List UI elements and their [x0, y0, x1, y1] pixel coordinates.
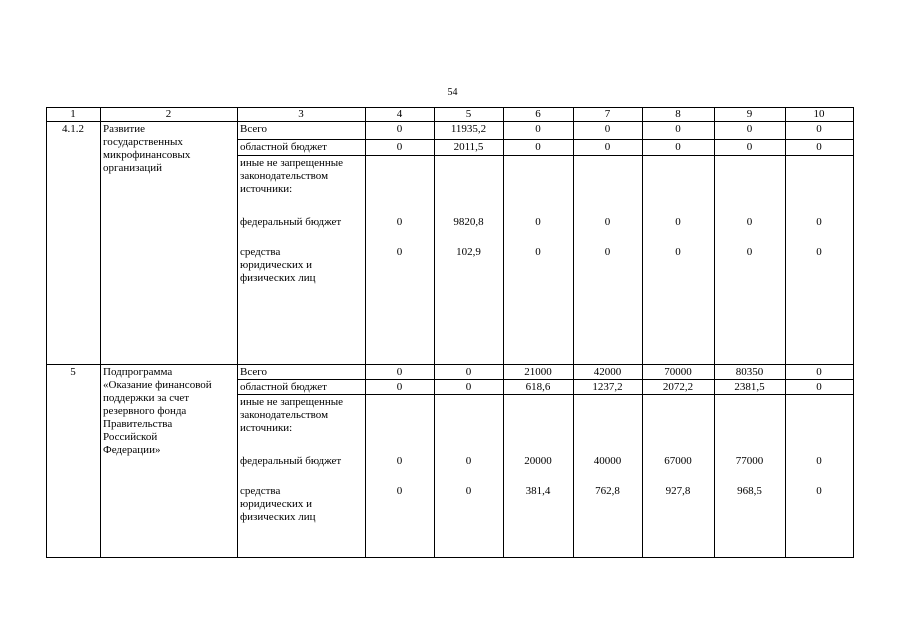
value-cell: 0 — [396, 455, 403, 467]
value-cell: 20000 — [524, 455, 552, 467]
page-number: 54 — [447, 87, 458, 98]
table-rule — [46, 364, 853, 365]
row-name-line: резервного фонда — [103, 405, 187, 417]
column-header: 4 — [396, 108, 403, 120]
value-cell: 0 — [816, 366, 822, 378]
row-name-line: государственных — [103, 136, 183, 148]
row-label-other: источники: — [240, 183, 293, 195]
value-cell: 67000 — [664, 455, 692, 467]
row-label-other: законодательством — [240, 170, 329, 182]
row-label-total: Всего — [240, 123, 267, 135]
column-header: 7 — [604, 108, 611, 120]
row-label-federal: федеральный бюджет — [240, 455, 342, 467]
value-cell: 80350 — [735, 366, 764, 378]
table-rule — [237, 379, 853, 380]
table-rule — [853, 107, 854, 558]
row-name-line: поддержки за счет — [103, 392, 190, 404]
value-cell: 0 — [396, 141, 403, 153]
column-header: 9 — [746, 108, 753, 120]
row-label-regional: областной бюджет — [240, 141, 327, 153]
value-cell: 40000 — [593, 455, 622, 467]
table-rule — [46, 107, 47, 558]
value-cell: 0 — [675, 246, 681, 258]
value-cell: 0 — [604, 123, 611, 135]
row-label-legal: средства — [240, 246, 281, 258]
row-label-regional: областной бюджет — [240, 381, 327, 393]
value-cell: 0 — [604, 216, 611, 228]
row-name-line: Российской — [103, 431, 158, 443]
value-cell: 9820,8 — [453, 216, 484, 228]
column-header: 1 — [70, 108, 76, 120]
value-cell: 0 — [746, 123, 753, 135]
value-cell: 0 — [396, 366, 403, 378]
row-code: 4.1.2 — [62, 123, 84, 135]
value-cell: 762,8 — [595, 485, 620, 497]
column-header: 10 — [813, 108, 825, 120]
value-cell: 0 — [746, 246, 753, 258]
table-rule — [503, 107, 504, 558]
row-label-total: Всего — [240, 366, 267, 378]
table-rule — [642, 107, 643, 558]
value-cell: 0 — [465, 455, 472, 467]
row-label-legal: физических лиц — [240, 272, 316, 284]
value-cell: 0 — [675, 141, 681, 153]
row-name-line: Развитие — [103, 123, 146, 135]
row-name-line: Правительства — [103, 418, 173, 430]
table-rule — [100, 107, 101, 558]
value-cell: 102,9 — [456, 246, 481, 258]
row-label-federal: федеральный бюджет — [240, 216, 342, 228]
value-cell: 0 — [746, 216, 753, 228]
row-label-other: источники: — [240, 422, 293, 434]
value-cell: 0 — [535, 141, 541, 153]
table-rule — [237, 394, 853, 395]
value-cell: 381,4 — [525, 485, 551, 497]
value-cell: 2381,5 — [734, 381, 765, 393]
table-rule — [237, 107, 238, 558]
value-cell: 0 — [465, 485, 472, 497]
row-label-other: иные не запрещенные — [240, 396, 344, 408]
value-cell: 2011,5 — [453, 141, 484, 153]
value-cell: 0 — [675, 216, 681, 228]
value-cell: 0 — [535, 216, 541, 228]
value-cell: 1237,2 — [592, 381, 623, 393]
value-cell: 0 — [604, 141, 611, 153]
table-rule — [714, 107, 715, 558]
table-rule — [785, 107, 786, 558]
value-cell: 0 — [465, 366, 472, 378]
row-label-legal: юридических и — [240, 498, 313, 510]
value-cell: 0 — [816, 216, 822, 228]
value-cell: 0 — [535, 246, 541, 258]
row-label-legal: юридических и — [240, 259, 313, 271]
table-rule — [237, 139, 853, 140]
value-cell: 0 — [396, 485, 403, 497]
value-cell: 11935,2 — [450, 123, 487, 135]
value-cell: 618,6 — [525, 381, 551, 393]
row-name-line: организаций — [103, 162, 163, 174]
column-header: 2 — [165, 108, 172, 120]
value-cell: 968,5 — [737, 485, 762, 497]
row-label-legal: средства — [240, 485, 281, 497]
table-rule — [46, 121, 853, 122]
value-cell: 77000 — [735, 455, 764, 467]
value-cell: 0 — [816, 246, 822, 258]
value-cell: 0 — [396, 381, 403, 393]
row-name-line: микрофинансовых — [103, 149, 191, 161]
value-cell: 0 — [816, 485, 822, 497]
table-rule — [573, 107, 574, 558]
value-cell: 0 — [816, 141, 822, 153]
row-code: 5 — [70, 366, 76, 378]
table-rule — [237, 155, 853, 156]
row-label-other: законодательством — [240, 409, 329, 421]
column-header: 8 — [675, 108, 681, 120]
value-cell: 0 — [465, 381, 472, 393]
value-cell: 2072,2 — [662, 381, 694, 393]
row-label-legal: физических лиц — [240, 511, 316, 523]
row-name-line: «Оказание финансовой — [103, 379, 212, 391]
value-cell: 0 — [535, 123, 541, 135]
table-rule — [365, 107, 366, 558]
value-cell: 0 — [675, 123, 681, 135]
value-cell: 0 — [396, 123, 403, 135]
column-header: 6 — [535, 108, 541, 120]
value-cell: 42000 — [593, 366, 622, 378]
value-cell: 70000 — [664, 366, 692, 378]
value-cell: 0 — [396, 216, 403, 228]
row-name-line: Подпрограмма — [103, 366, 173, 378]
column-header: 5 — [465, 108, 472, 120]
value-cell: 0 — [816, 381, 822, 393]
value-cell: 0 — [604, 246, 611, 258]
row-name-line: Федерации» — [103, 444, 161, 456]
row-label-other: иные не запрещенные — [240, 157, 344, 169]
value-cell: 0 — [396, 246, 403, 258]
value-cell: 927,8 — [665, 485, 691, 497]
value-cell: 0 — [746, 141, 753, 153]
value-cell: 0 — [816, 123, 822, 135]
value-cell: 21000 — [524, 366, 552, 378]
column-header: 3 — [298, 108, 304, 120]
value-cell: 0 — [816, 455, 822, 467]
table-rule — [434, 107, 435, 558]
table-rule — [46, 557, 853, 558]
